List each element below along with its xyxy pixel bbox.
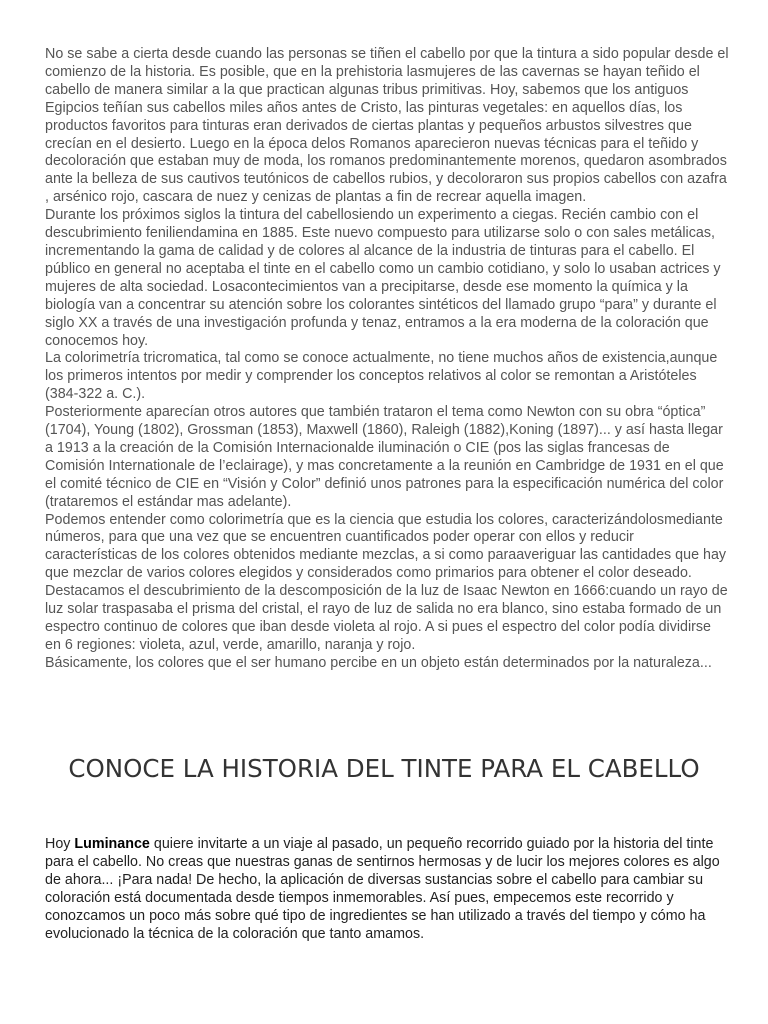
paragraph-colorimetry-definition: Podemos entender como colorimetría que es la ciencia que estudia los colores, caracterizándolosmediante números, para que una vez que se encuentren cuantificados poder operar con ellos y reducir características de los colores obtenidos mediante mezclas, a si como paraaveriguar las cantidades que hay que mezclar de varios colores elegidos y considerados como primarios para obtener el color deseado.: [45, 511, 727, 582]
brand-name: Luminance: [74, 836, 150, 852]
paragraph-egyptians-romans: No se sabe a cierta desde cuando las personas se tiñen el cabello por que la tintura a sido popular desde el comienzo de la historia. Es posible, que en la prehistoria lasmujeres de las cavernas se hayan teñido el cabello de manera similar a la que practican algunas tribus primitivas. Hoy, sabemos que los antiguos Egipcios teñían sus cabellos miles años antes de Cristo, las pinturas vegetales: en aquellos días, los productos favoritos para tinturas eran derivados de ciertas plantas y pequeños arbustos silvestres que crecían en el desierto. Luego en la época delos Romanos aparecieron nuevas técnicas para el teñido y decoloración que estaban muy de moda, los romanos predominantemente morenos, quedaron asombrados ante la belleza de sus cautivos teutónicos de cabellos rubios, y decoloraron sus propios cabellos con azafra , arsénico rojo, cascara de nuez y cenizas de plantas a fin de recrear aquella imagen.: [45, 46, 729, 206]
section-heading: CONOCE LA HISTORIA DEL TINTE PARA EL CABELLO: [68, 754, 700, 783]
intro-lead: Hoy: [45, 836, 75, 852]
intro-paragraph: [45, 836, 729, 943]
paragraph-newton-spectrum: Destacamos el descubrimiento de la descomposición de la luz de Isaac Newton en 1666:cuando un rayo de luz solar traspasaba el prisma del cristal, el rayo de luz de salida no era blanco, sino estaba formado de un espectro continuo de colores que iban desde violeta al rojo. A si pues el espectro del color podía dividirse en 6 regiones: violeta, azul, verde, amarillo, naranja y rojo.: [45, 583, 728, 653]
paragraph-colorimetry: La colorimetría tricromatica, tal como se conoce actualmente, no tiene muchos años de existencia,aunque los primeros intentos por medir y comprender los conceptos relativos al color se remontan a Aristóteles (384-322 a. C.).: [45, 350, 718, 403]
paragraph-perceived-colors: Básicamente, los colores que el ser humano percibe en un objeto están determinados por la naturaleza...: [45, 654, 712, 671]
history-text-block: [45, 46, 729, 673]
intro-rest: quiere invitarte a un viaje al pasado, un pequeño recorrido guiado por la historia del tinte para el cabello. No creas que nuestras ganas de sentirnos hermosas y de lucir los mejores colores es algo de ahora... ¡Para nada! De hecho, la aplicación de diversas sustancias sobre el cabello para cambiar su coloración está documentada desde tiempos inmemorables. Así pues, empecemos este recorrido y conozcamos un poco más sobre qué tipo de ingredientes se han utilizado a través del tiempo y cómo ha evolucionado la técnica de la coloración que tanto amamos.: [45, 836, 720, 942]
paragraph-cie-history: Posteriormente aparecían otros autores que también trataron el tema como Newton con su obra “óptica” (1704), Young (1802), Grossman (1853), Maxwell (1860), Raleigh (1882),Koning (1897)... y así hasta llegar a 1913 a la creación de la Comisión Internacionalde iluminación o CIE (pos las siglas francesas de Comisión Internationale de l’eclairage), y mas concretamente a la reunión en Cambridge de 1931 en el que el comité técnico de CIE en “Visión y Color” definió unos patrones para la especificación numérica del color (trataremos el estándar mas adelante).: [45, 404, 724, 510]
paragraph-synthetic-dyes: Durante los próximos siglos la tintura del cabellosiendo un experimento a ciegas. Recién cambio con el descubrimiento feniliendamina en 1885. Este nuevo compuesto para utilizarse solo o con sales metálicas, incrementando la gama de calidad y de colores al alcance de la industria de tinturas para el cabello. El público en general no aceptaba el tinte en el cabello como un cambio cotidiano, y solo lo usaban actrices y mujeres de alta sociedad. Losacontecimientos van a precipitarse, desde ese momento la química y la biología van a concentrar su atención sobre los colorantes sintéticos del llamado grupo “para” y durante el siglo XX a través de una investigación profunda y tenaz, entramos a la era moderna de la coloración que conocemos hoy.: [45, 207, 721, 349]
